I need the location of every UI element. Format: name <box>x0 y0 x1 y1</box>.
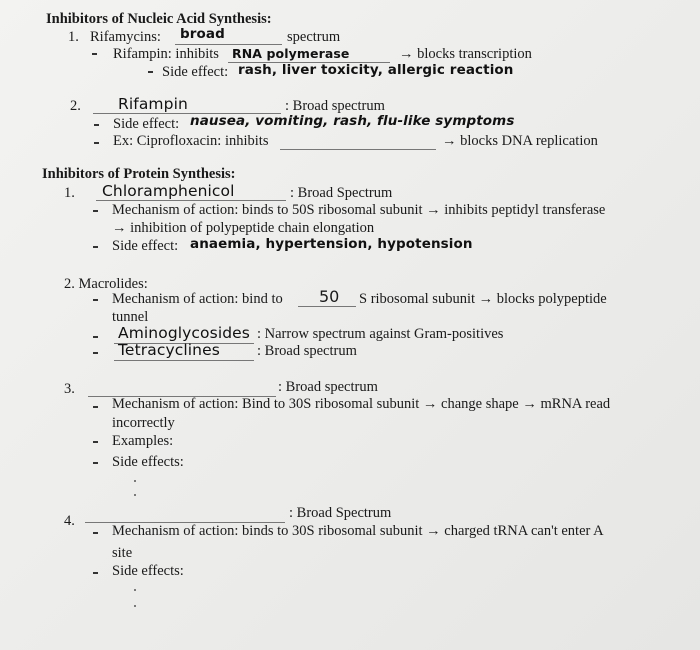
rifampin-line-suffix: → blocks transcription <box>399 46 532 62</box>
chloramphenicol-mechanism-continued: → inhibition of polypeptide chain elongation <box>112 220 375 236</box>
rifampin-side-effect-label: Side effect: <box>162 64 229 80</box>
item3-examples-label: Examples: <box>112 433 174 449</box>
bullet-dash <box>94 124 99 126</box>
chloramphenicol-mechanism: Mechanism of action: binds to 50S ribosomal subunit → inhibits peptidyl transferase <box>112 202 606 218</box>
chloramphenicol-blank-line <box>96 200 286 201</box>
rifamycins-label: Rifamycins: <box>90 29 161 45</box>
bullet-dash <box>93 441 98 443</box>
empty-bullet-dot <box>134 494 136 496</box>
item4-suffix: : Broad Spectrum <box>289 505 392 521</box>
nucleic-item2-number: 2. <box>70 98 81 114</box>
bullet-dash <box>148 71 153 73</box>
chloramphenicol-suffix: : Broad Spectrum <box>290 185 393 201</box>
cipro-line-suffix: → blocks DNA replication <box>442 133 598 149</box>
bullet-dash <box>93 210 98 212</box>
item4-mechanism: Mechanism of action: binds to 30S ribosomal subunit → charged tRNA can't enter A <box>112 523 604 539</box>
rifamycins-blank-line <box>175 44 282 45</box>
macrolides-blank-line <box>298 306 356 307</box>
chloramphenicol-side-effect-label: Side effect: <box>112 238 179 254</box>
cipro-line-prefix: Ex: Ciprofloxacin: inhibits <box>113 133 269 149</box>
macrolides-mechanism-answer: 50 <box>319 287 340 306</box>
bullet-dash <box>93 299 98 301</box>
protein-item4-number: 4. <box>64 513 75 529</box>
bullet-dash <box>93 336 98 338</box>
tetracyclines-blank-line <box>114 360 254 361</box>
macrolides-mechanism-suffix: S ribosomal subunit → blocks polypeptide <box>359 291 607 307</box>
bullet-dash <box>93 352 98 354</box>
aminoglycosides-suffix: : Narrow spectrum against Gram-positives <box>257 326 504 342</box>
item4-side-effects-label: Side effects: <box>112 563 184 579</box>
protein-item1-number: 1. <box>64 185 75 201</box>
chloramphenicol-side-effect-answer: anaemia, hypertension, hypotension <box>190 236 473 252</box>
rifamycins-suffix: spectrum <box>287 29 341 45</box>
empty-bullet-dot <box>134 480 136 482</box>
bullet-dash <box>93 572 98 574</box>
nucleic-heading: Inhibitors of Nucleic Acid Synthesis: <box>46 11 272 27</box>
tetracyclines-answer: Tetracyclines <box>118 341 220 359</box>
item3-mechanism: Mechanism of action: Bind to 30S ribosomal subunit → change shape → mRNA read <box>112 396 611 412</box>
item2-side-effect-label: Side effect: <box>113 116 180 132</box>
chloramphenicol-answer: Chloramphenicol <box>102 182 235 200</box>
rifampin-line-prefix: Rifampin: inhibits <box>113 46 219 62</box>
bullet-dash <box>93 462 98 464</box>
nucleic-item1-number: 1. <box>68 29 79 45</box>
item2-suffix: : Broad spectrum <box>285 98 385 114</box>
empty-bullet-dot <box>134 605 136 607</box>
tetracyclines-suffix: : Broad spectrum <box>257 343 357 359</box>
rifampin-side-effect-answer: rash, liver toxicity, allergic reaction <box>238 62 514 78</box>
empty-bullet-dot <box>134 589 136 591</box>
cipro-blank-line <box>280 149 436 150</box>
rifampin-answer: RNA polymerase <box>232 46 350 61</box>
macrolides-label: 2. Macrolides: <box>64 276 148 292</box>
protein-heading: Inhibitors of Protein Synthesis: <box>42 166 236 182</box>
macrolides-mechanism-prefix: Mechanism of action: bind to <box>112 291 283 307</box>
item3-mechanism-continued: incorrectly <box>112 415 175 431</box>
protein-item3-number: 3. <box>64 381 75 397</box>
bullet-dash <box>93 246 98 248</box>
item4-mechanism-continued: site <box>112 545 133 561</box>
bullet-dash <box>93 406 98 408</box>
aminoglycosides-answer: Aminoglycosides <box>118 324 250 342</box>
rifamycins-answer: broad <box>180 26 225 42</box>
macrolides-mechanism-continued: tunnel <box>112 309 149 325</box>
item2-answer: Rifampin <box>118 95 188 113</box>
item3-suffix: : Broad spectrum <box>278 379 378 395</box>
bullet-dash <box>92 53 97 55</box>
bullet-dash <box>94 142 99 144</box>
item3-side-effects-label: Side effects: <box>112 454 184 470</box>
item2-side-effect-answer: nausea, vomiting, rash, flu-like symptoms <box>190 113 515 129</box>
bullet-dash <box>93 532 98 534</box>
